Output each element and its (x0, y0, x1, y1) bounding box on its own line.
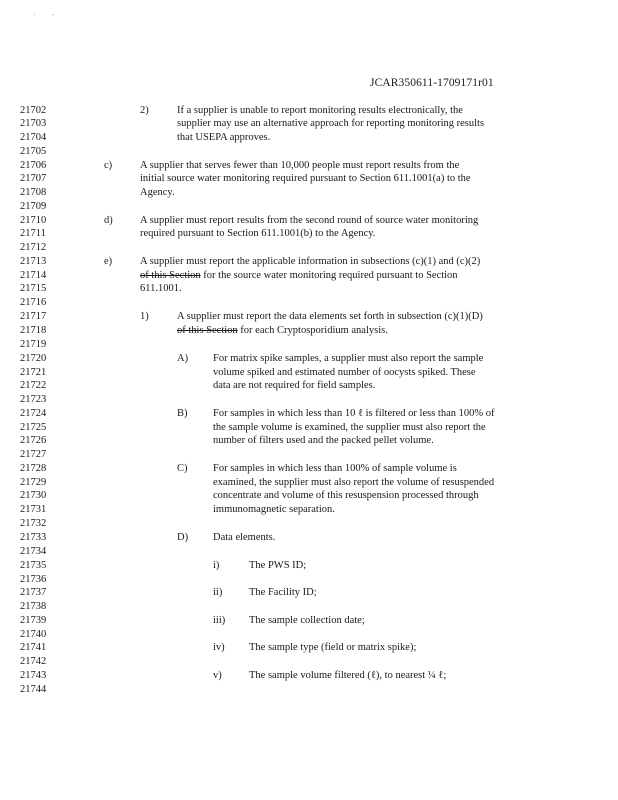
body-line: volume spiked and estimated number of oocysts spiked. These (213, 367, 476, 378)
line-number: 21721 (20, 367, 47, 378)
line-number: 21710 (20, 215, 47, 226)
body-line: that USEPA approves. (177, 132, 271, 143)
item-marker: 2) (140, 105, 149, 116)
body-line: required pursuant to Section 611.1001(b) to the Agency. (140, 228, 376, 239)
line-number: 21738 (20, 601, 47, 612)
line-number: 21732 (20, 518, 47, 529)
body-text: for the source water monitoring required pursuant to Section (200, 270, 458, 281)
line-number: 21733 (20, 532, 47, 543)
struck-text: of this Section (140, 270, 201, 281)
struck-text: of this Section (177, 325, 238, 336)
body-line: immunomagnetic separation. (213, 504, 335, 515)
body-line: A supplier must report results from the second round of source water monitoring (140, 215, 479, 226)
body-line (177, 324, 388, 337)
item-marker: d) (104, 215, 113, 226)
line-number: 21716 (20, 297, 47, 308)
line-number: 21741 (20, 642, 47, 653)
line-number: 21703 (20, 118, 47, 129)
line-number: 21720 (20, 353, 47, 364)
list-item-marker: i) (213, 560, 220, 571)
line-number: 21702 (20, 105, 47, 116)
body-line: For samples in which less than 100% of sample volume is (213, 463, 457, 474)
line-number: 21708 (20, 187, 47, 198)
body-line: supplier may use an alternative approach for reporting monitoring results (177, 118, 485, 129)
line-number: 21706 (20, 160, 47, 171)
body-line: 611.1001. (140, 283, 182, 294)
line-number: 21718 (20, 325, 47, 336)
line-number: 21726 (20, 435, 47, 446)
body-line: A supplier that serves fewer than 10,000 people must report results from the (140, 160, 460, 171)
item-marker: D) (177, 532, 189, 543)
line-number: 21705 (20, 146, 47, 157)
item-marker: C) (177, 463, 188, 474)
line-number: 21744 (20, 684, 47, 695)
body-line: concentrate and volume of this resuspension processed through (213, 490, 479, 501)
item-marker: e) (104, 256, 113, 267)
line-number: 21723 (20, 394, 47, 405)
line-number: 21724 (20, 408, 47, 419)
body-line (140, 269, 458, 282)
body-line: A supplier must report the data elements set forth in subsection (c)(1)(D) (177, 311, 483, 322)
line-number: 21709 (20, 201, 47, 212)
list-item-marker: iv) (213, 642, 225, 653)
line-number: 21711 (20, 228, 46, 239)
body-line: number of filters used and the packed pellet volume. (213, 435, 434, 446)
line-number: 21715 (20, 283, 47, 294)
body-line: For matrix spike samples, a supplier must also report the sample (213, 353, 484, 364)
list-item: The sample collection date; (249, 615, 365, 626)
line-number: 21719 (20, 339, 47, 350)
line-number: 21707 (20, 173, 47, 184)
body-text: for each Cryptosporidium analysis. (237, 325, 388, 336)
line-number: 21737 (20, 587, 47, 598)
document-id-header: JCAR350611-1709171r01 (370, 77, 494, 89)
body-line: data are not required for field samples. (213, 380, 376, 391)
body-line: A supplier must report the applicable information in subsections (c)(1) and (c)(2) (140, 256, 481, 267)
line-number: 21735 (20, 560, 47, 571)
item-marker: c) (104, 160, 113, 171)
body-line: Data elements. (213, 532, 276, 543)
list-item-marker: v) (213, 670, 222, 681)
body-line: initial source water monitoring required pursuant to Section 611.1001(a) to the (140, 173, 471, 184)
body-line: examined, the supplier must also report the volume of resuspended (213, 477, 495, 488)
line-number: 21739 (20, 615, 47, 626)
item-marker: A) (177, 353, 189, 364)
list-item: The Facility ID; (249, 587, 317, 598)
line-number: 21714 (20, 270, 47, 281)
line-number: 21704 (20, 132, 47, 143)
line-number: 21722 (20, 380, 47, 391)
list-item: The sample type (field or matrix spike); (249, 642, 417, 653)
body-line: If a supplier is unable to report monitoring results electronically, the (177, 105, 463, 116)
line-number: 21725 (20, 422, 47, 433)
line-number: 21742 (20, 656, 47, 667)
line-number: 21731 (20, 504, 47, 515)
body-line: the sample volume is examined, the supplier must also report the (213, 422, 486, 433)
line-number: 21730 (20, 490, 47, 501)
line-number: 21729 (20, 477, 47, 488)
corner-mark: ' (34, 14, 36, 20)
body-line: Agency. (140, 187, 175, 198)
line-number: 21734 (20, 546, 47, 557)
item-marker: B) (177, 408, 188, 419)
body-line: For samples in which less than 10 ℓ is filtered or less than 100% of (213, 408, 495, 419)
item-marker: 1) (140, 311, 149, 322)
corner-mark: '' (52, 14, 55, 20)
line-number: 21727 (20, 449, 47, 460)
line-number: 21712 (20, 242, 47, 253)
list-item: The PWS ID; (249, 560, 307, 571)
line-number: 21717 (20, 311, 47, 322)
list-item: The sample volume filtered (ℓ), to nearest ¼ ℓ; (249, 670, 447, 681)
line-number: 21736 (20, 574, 47, 585)
line-number: 21740 (20, 629, 47, 640)
list-item-marker: iii) (213, 615, 226, 626)
line-number: 21728 (20, 463, 47, 474)
line-number: 21743 (20, 670, 47, 681)
line-number: 21713 (20, 256, 47, 267)
list-item-marker: ii) (213, 587, 223, 598)
